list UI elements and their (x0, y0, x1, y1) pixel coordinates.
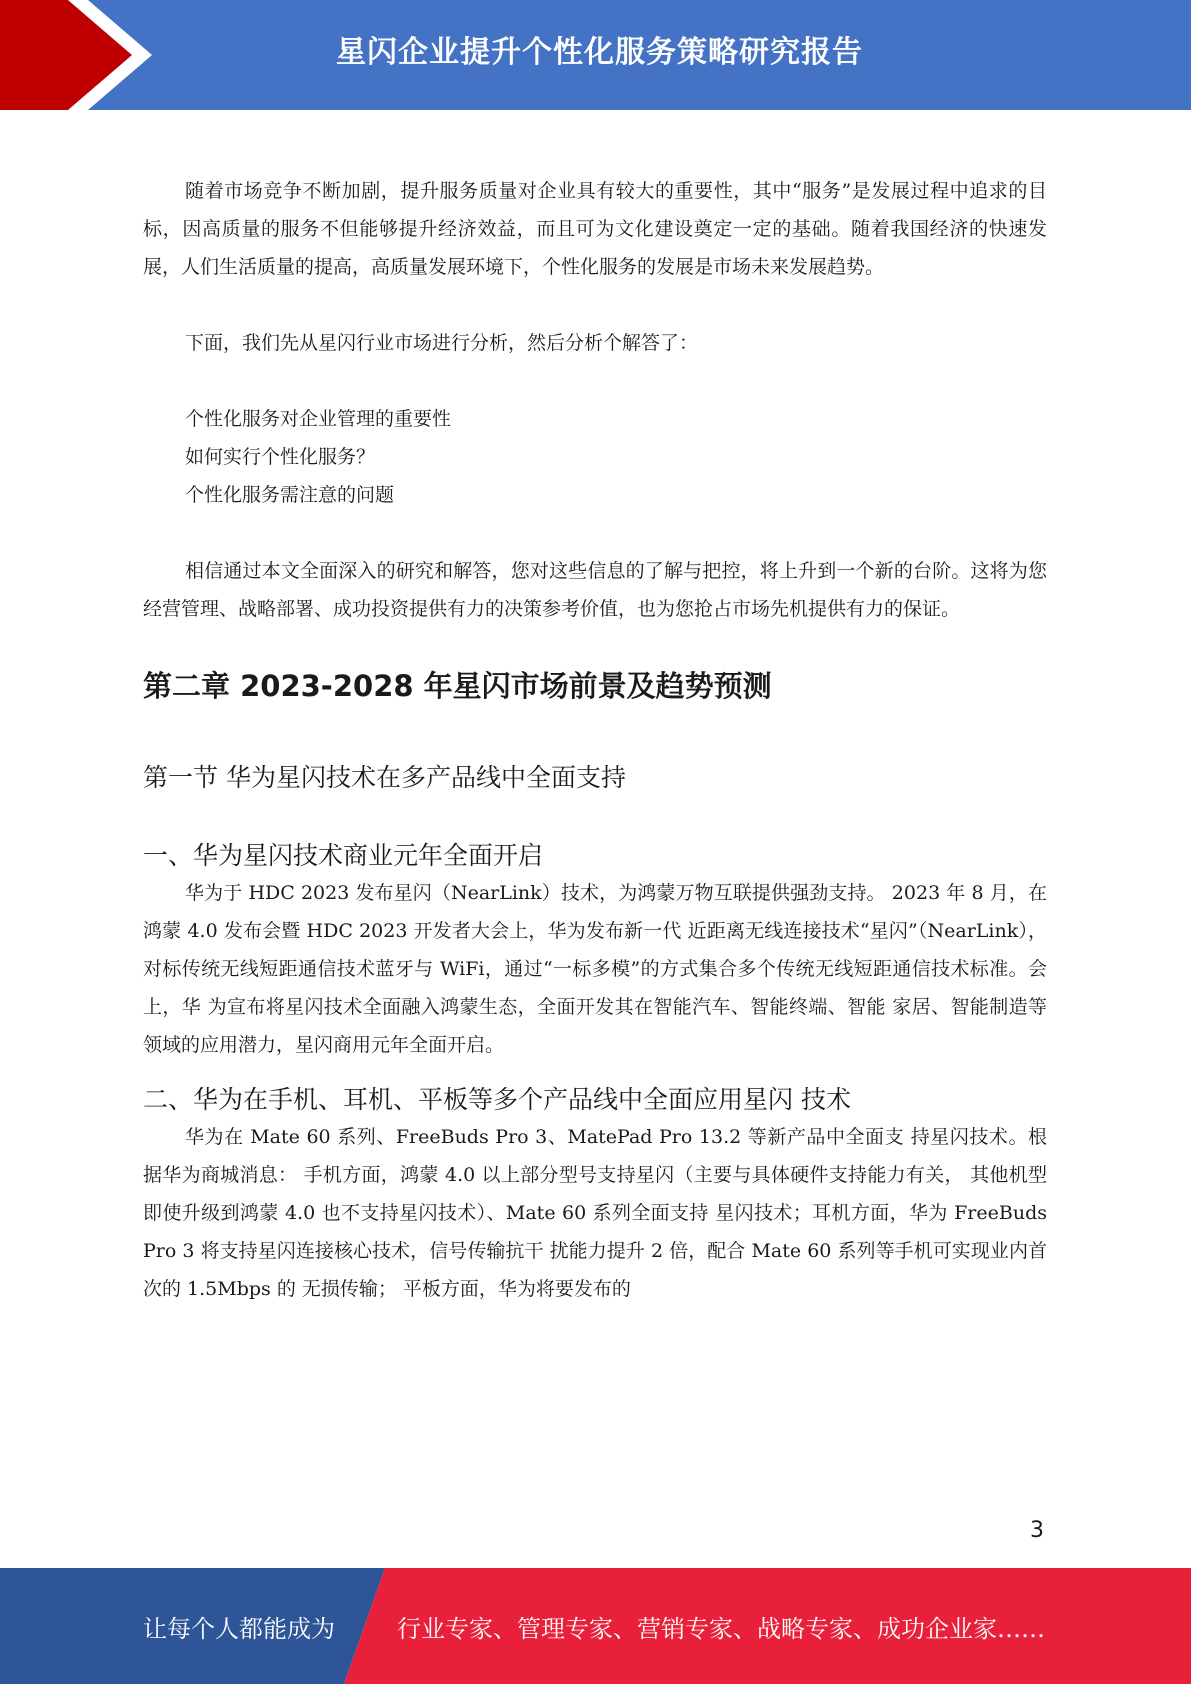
footer-slogan-left: 让每个人都能成为 (143, 1615, 335, 1643)
section-heading: 第一节 华为星闪技术在多产品线中全面支持 (143, 763, 626, 792)
page-header (0, 0, 1191, 110)
report-title: 星闪企业提升个性化服务策略研究报告 (336, 35, 863, 70)
spacer (143, 286, 1047, 324)
subsection-2-paragraph: 华为在 Mate 60 系列、FreeBuds Pro 3、MatePad Pro 13.2 等新产品中全面支 持星闪技术。根据华为商城消息： 手机方面，鸿蒙 4.0 以上部分型号支持星闪（主要与具体硬件支持能力有关， 其他机型即使升级到鸿蒙 4.0 也不支持星闪技术）、Mate 60 系列全面支持 星闪技术；耳机方面，华为 FreeBuds Pro 3 将支持星闪连接核心技术，信号传输抗干 扰能力提升 2 倍，配合 Mate 60 系列等手机可实现业内首次的 1.5Mbps 的 无损传输； 平板方面，华为将要发布的 (143, 1126, 1047, 1300)
footer-slogan-right: 行业专家、管理专家、营销专家、战略专家、成功企业家…… (397, 1615, 1045, 1643)
subsection-heading-2: 二、华为在手机、耳机、平板等多个产品线中全面应用星闪 技术 (143, 1085, 851, 1114)
list-item: 如何实行个性化服务？ (185, 446, 376, 468)
page-number: 3 (1030, 1518, 1044, 1543)
list-item: 个性化服务对企业管理的重要性 (185, 408, 452, 430)
chapter-heading: 第二章 2023-2028 年星闪市场前景及趋势预测 (143, 669, 772, 703)
page-content (143, 172, 1047, 1308)
subsection-1-paragraph: 华为于 HDC 2023 发布星闪（NearLink）技术，为鸿蒙万物互联提供强劲支持。 2023 年 8 月，在鸿蒙 4.0 发布会暨 HDC 2023 开发者大会上，华为发布新一代 近距离无线连接技术“星闪”（NearLink），对标传统无线短距通信技术蓝牙与 WiFi，通过“一标多模”的方式集合多个传统无线短距通信技术标准。会上，华 为宣布将星闪技术全面融入鸿蒙生态，全面开发其在智能汽车、智能终端、智能 家居、智能制造等领域的应用潜力，星闪商用元年全面开启。 (143, 882, 1047, 1056)
spacer (143, 362, 1047, 400)
intro-paragraph-3: 相信通过本文全面深入的研究和解答，您对这些信息的了解与把控，将上升到一个新的台阶。这将为您经营管理、战略部署、成功投资提供有力的决策参考价值，也为您抢占市场先机提供有力的保证。 (143, 560, 1047, 620)
header-red-arrow (0, 0, 132, 110)
intro-paragraph-2: 下面，我们先从星闪行业市场进行分析，然后分析个解答了： (185, 332, 699, 354)
intro-paragraph-1: 随着市场竞争不断加剧，提升服务质量对企业具有较大的重要性，其中“服务”是发展过程中追求的目标，因高质量的服务不但能够提升经济效益，而且可为文化建设奠定一定的基础。随着我国经济的快速发展，人们生活质量的提高，高质量发展环境下，个性化服务的发展是市场未来发展趋势。 (143, 180, 1047, 278)
spacer (143, 514, 1047, 552)
list-item: 个性化服务需注意的问题 (185, 484, 395, 506)
page-footer (0, 1568, 1191, 1684)
subsection-heading-1: 一、华为星闪技术商业元年全面开启 (143, 841, 544, 870)
